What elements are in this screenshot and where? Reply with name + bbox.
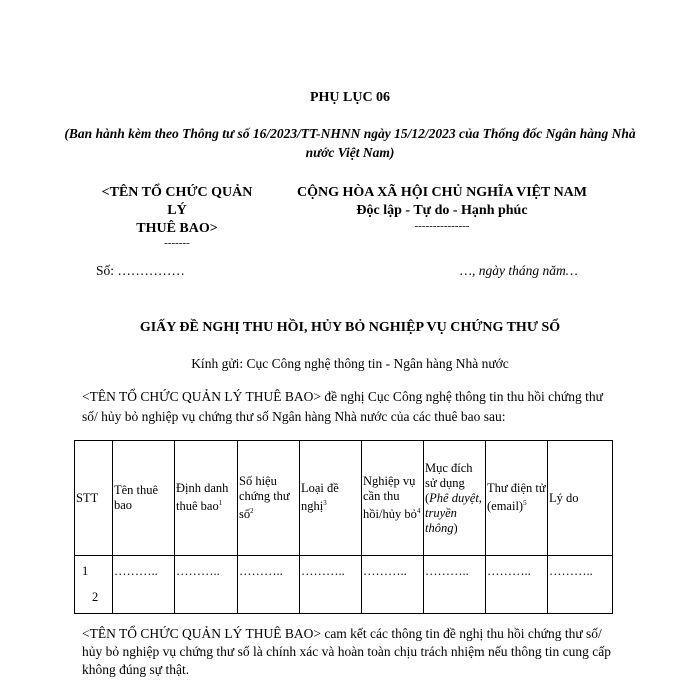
commitment-paragraph: <TÊN TỔ CHỨC QUẢN LÝ THUÊ BAO> cam kết các thông tin đề nghị thu hồi chứng thư số/ hủy bỏ nghiệp vụ chứng thư số là chính xác và hoàn toàn chịu trách nhiệm nếu thông tin cung cấp không đúng sự thật.: [82, 626, 612, 677]
header-purpose: Mục đích sử dụng (Phê duyệt, truyền thông): [424, 441, 486, 556]
form-title: GIẤY ĐỀ NGHỊ THU HỒI, HỦY BỎ NGHIỆP VỤ CHỨNG THƯ SỐ: [139, 320, 561, 335]
document-number: Số: ……………: [96, 263, 185, 278]
issuance-note: (Ban hành kèm theo Thông tư số 16/2023/TT-NHNN ngày 15/12/2023 của Thống đốc Ngân hàng Nhà nước Việt Nam): [64, 126, 636, 160]
table-cell: ………..: [362, 556, 424, 614]
addressee: Kính gửi: Cục Công nghệ thông tin - Ngân hàng Nhà nước: [191, 356, 509, 371]
header-subscriber-name: Tên thuê bao: [113, 441, 175, 556]
national-header: [282, 184, 602, 232]
national-divider: ---------------: [414, 220, 470, 232]
row-number: 2: [92, 590, 99, 604]
row-number-cell: [75, 556, 113, 614]
intro-paragraph: <TÊN TỔ CHỨC QUẢN LÝ THUÊ BAO> đề nghị Cục Công nghệ thông tin thu hồi chứng thư số/ hủy bỏ nghiệp vụ chứng thư số Ngân hàng Nhà nước của các thuê bao sau:: [82, 389, 603, 424]
header-stt: STT: [75, 441, 113, 556]
header-email: Thư điện tử (email)$^5$: [486, 441, 548, 556]
table-cell: ………..: [238, 556, 300, 614]
national-title: CỘNG HÒA XÃ HỘI CHỦ NGHĨA VIỆT NAM: [296, 185, 587, 200]
header-operations: Nghiệp vụ cần thu hồi/hủy bỏ$^4$: [362, 441, 424, 556]
table-cell: ………..: [113, 556, 175, 614]
table-header-row: [75, 441, 613, 556]
appendix-title: PHỤ LỤC 06: [309, 90, 391, 105]
table-cell: ………..: [486, 556, 548, 614]
subscriber-table: [74, 440, 613, 614]
organization-name-line1: <TÊN TỔ CHỨC QUẢN: [101, 185, 253, 200]
table-row: [75, 556, 613, 614]
header-subscriber-id: Định danh thuê bao$^1$: [175, 441, 238, 556]
table-cell: ………..: [424, 556, 486, 614]
national-motto: Độc lập - Tự do - Hạnh phúc: [356, 203, 528, 218]
row-number: 1: [82, 564, 89, 578]
organization-name-line2: LÝ: [167, 203, 187, 218]
table-cell: ………..: [548, 556, 613, 614]
table-cell: ………..: [175, 556, 238, 614]
header-request-type: Loại đề nghị$^3$: [300, 441, 362, 556]
table-cell: ………..: [300, 556, 362, 614]
organization-name-line3: THUÊ BAO>: [136, 221, 218, 236]
header-cert-number: Số hiệu chứng thư số$^2$: [238, 441, 300, 556]
organization-header: [88, 184, 266, 249]
organization-divider: -------: [164, 237, 190, 249]
document-date: …, ngày tháng năm…: [460, 263, 578, 278]
header-reason: Lý do: [548, 441, 613, 556]
